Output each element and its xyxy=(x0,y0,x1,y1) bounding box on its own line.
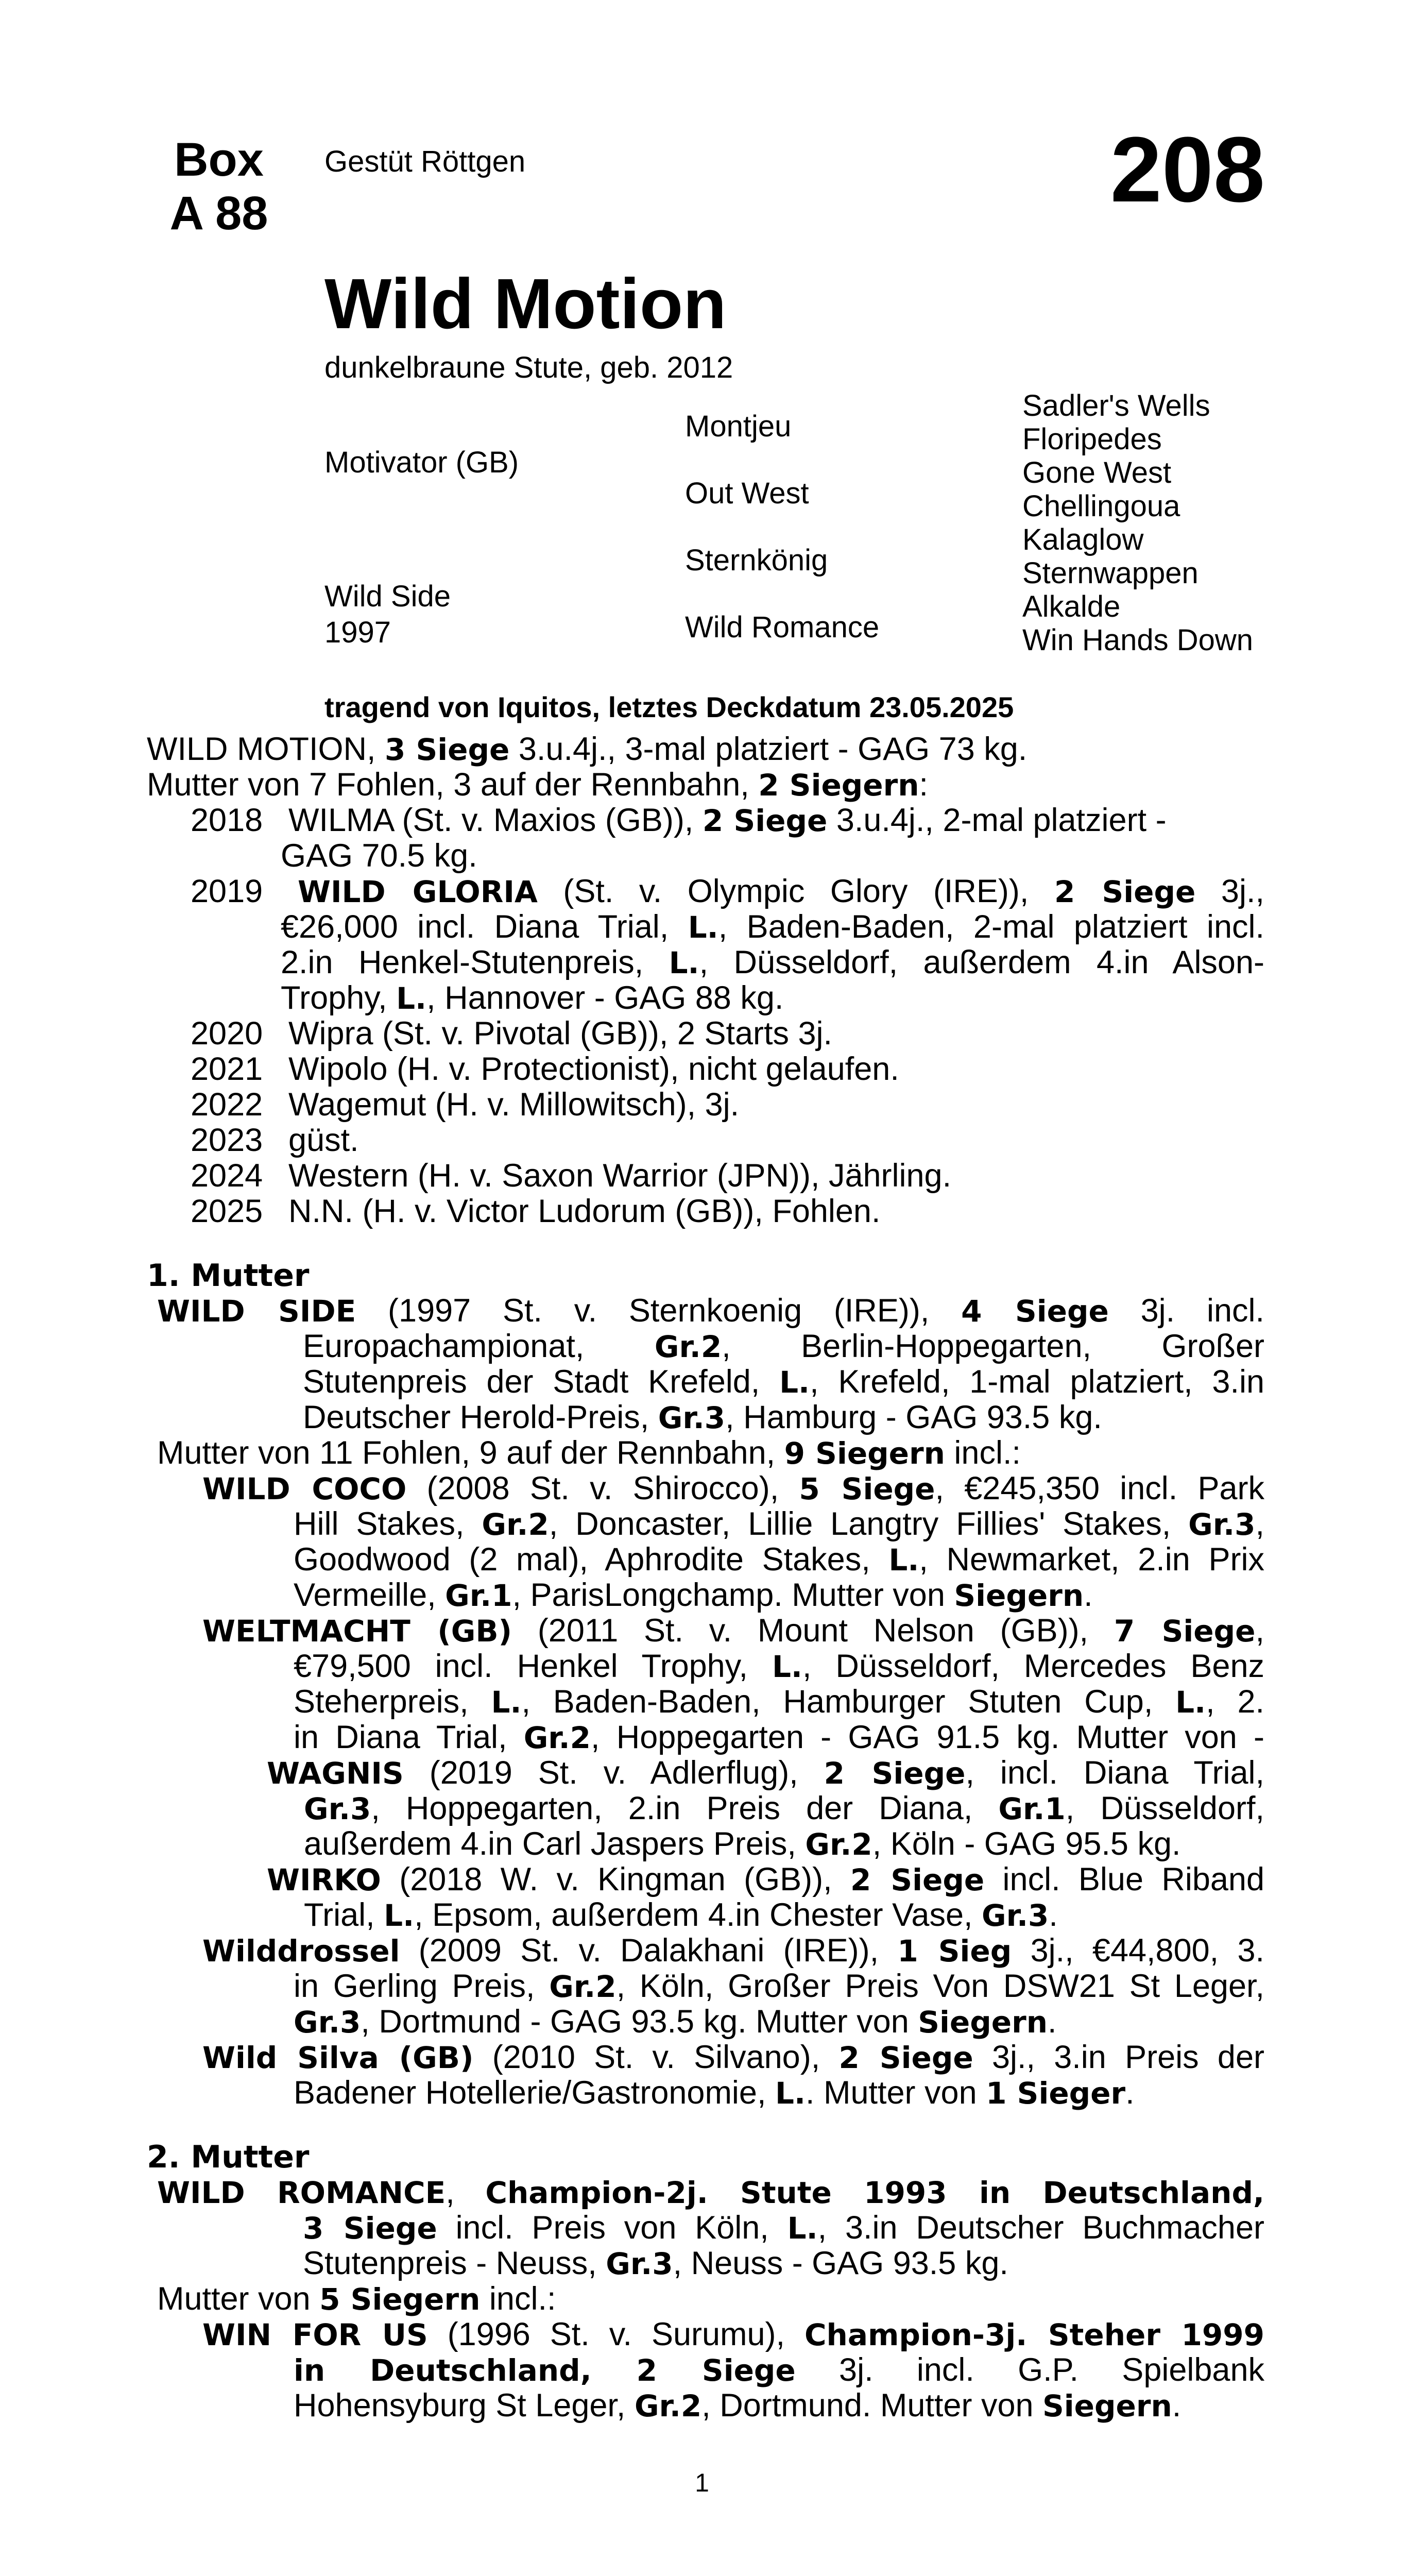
text-line xyxy=(294,1542,1264,1578)
runner-wagnis xyxy=(267,1755,1264,1791)
text-line xyxy=(303,2246,1008,2282)
text-segment: , Köln, Großer Preis Von DSW21 St Leger, xyxy=(616,1968,1264,2004)
text-line xyxy=(294,2004,1057,2040)
section-heading-dam1 xyxy=(147,1258,310,1294)
produce-summary xyxy=(147,767,928,803)
runner-weltmacht xyxy=(202,1613,1264,1649)
runner-wilddrossel xyxy=(202,1933,1264,1969)
produce-year: 2020 xyxy=(191,1015,263,1052)
text-segment: . xyxy=(1172,2387,1182,2424)
text-segment: L. xyxy=(396,981,427,1016)
text-segment: L. xyxy=(787,2211,818,2246)
runner-wirko xyxy=(267,1862,1264,1898)
text-segment: Gr.2 xyxy=(654,1329,722,1364)
text-line xyxy=(281,838,477,874)
text-line xyxy=(304,1826,1181,1862)
text-segment: . xyxy=(1125,2075,1135,2111)
text-segment: WILD COCO xyxy=(202,1471,407,1506)
text-segment: incl.: xyxy=(480,2281,556,2317)
produce-year: 2025 xyxy=(191,1193,263,1229)
text-segment: Siegern xyxy=(918,2005,1048,2040)
text-line xyxy=(294,1720,1264,1756)
text-line xyxy=(294,1684,1264,1720)
text-segment: 3j. incl. G.P. Spielbank xyxy=(795,2352,1264,2388)
produce-2021 xyxy=(288,1052,899,1087)
text-segment: Champion-2j. Stute 1993 in Deutschland, xyxy=(485,2175,1264,2210)
text-segment: Trial, xyxy=(304,1897,384,1933)
text-segment: (2009 St. v. Dalakhani (IRE)), xyxy=(400,1933,898,1969)
text-segment: Mutter von 11 Fohlen, 9 auf der Rennbahn, xyxy=(157,1435,784,1471)
text-segment: 5 Siegern xyxy=(319,2282,481,2317)
text-segment: , Dortmund - GAG 93.5 kg. Mutter von xyxy=(361,2004,918,2040)
text-segment: 5 Siege xyxy=(799,1471,935,1506)
text-segment: 3 Siege xyxy=(384,732,510,767)
text-segment: Gr.3 xyxy=(294,2005,361,2040)
text-segment: . xyxy=(1049,1897,1058,1933)
text-segment: (1997 St. v. Sternkoenig (IRE)), xyxy=(356,1293,962,1329)
produce-year: 2018 xyxy=(191,802,263,838)
dam-wild-side xyxy=(157,1293,1264,1329)
text-segment: . xyxy=(1084,1577,1093,1613)
text-segment: Goodwood (2 mal), Aphrodite Stakes, xyxy=(294,1541,889,1578)
text-line xyxy=(281,909,1264,945)
text-line xyxy=(294,2075,1135,2111)
pedigree-dam-year: 1997 xyxy=(324,616,391,649)
text-segment: (2019 St. v. Adlerflug), xyxy=(403,1755,824,1791)
text-segment: L. xyxy=(669,945,699,980)
text-segment: Gr.3 xyxy=(982,1898,1049,1933)
text-line xyxy=(294,1578,1093,1614)
pedigree-ggen-3: Gone West xyxy=(1022,456,1172,489)
text-segment: in Diana Trial, xyxy=(294,1719,524,1755)
text-segment: , 3.in Deutscher Buchmacher xyxy=(817,2210,1264,2246)
text-segment: Europachampionat, xyxy=(303,1328,655,1364)
text-segment: in Gerling Preis, xyxy=(294,1968,550,2004)
text-segment: L. xyxy=(1175,1685,1206,1720)
text-segment: 3j., 3.in Preis der xyxy=(973,2039,1264,2075)
text-segment: Stutenpreis der Stadt Krefeld, xyxy=(303,1364,780,1400)
text-segment: 2 Siege xyxy=(824,1756,966,1791)
text-segment: , Hannover - GAG 88 kg. xyxy=(426,980,784,1016)
runner-win-for-us xyxy=(202,2317,1264,2353)
text-segment: 9 Siegern xyxy=(784,1436,945,1471)
text-segment: Gr.2 xyxy=(482,1507,549,1542)
page-number: 1 xyxy=(695,2468,709,2497)
text-segment: Gr.2 xyxy=(634,2388,702,2424)
text-segment: , 2. xyxy=(1206,1684,1264,1720)
text-segment: (1996 St. v. Surumu), xyxy=(427,2316,804,2352)
produce-2019 xyxy=(298,874,1264,910)
text-segment: Stutenpreis - Neuss, xyxy=(303,2245,606,2281)
text-segment: , Düsseldorf, xyxy=(1065,1790,1264,1826)
text-line xyxy=(294,1649,1264,1685)
produce-2022 xyxy=(288,1087,739,1123)
text-segment: Mutter von 7 Fohlen, 3 auf der Rennbahn, xyxy=(147,767,759,803)
text-segment: außerdem 4.in Carl Jaspers Preis, xyxy=(304,1826,806,1862)
text-line xyxy=(303,1329,1264,1365)
text-segment: GAG 70.5 kg. xyxy=(281,838,477,874)
produce-year: 2024 xyxy=(191,1158,263,1194)
text-line xyxy=(304,1897,1058,1934)
text-segment: WIN FOR US xyxy=(202,2317,428,2352)
text-segment: , Hoppegarten, 2.in Preis der Diana, xyxy=(371,1790,999,1826)
horse-description: dunkelbraune Stute, geb. 2012 xyxy=(324,351,733,384)
produce-2018 xyxy=(288,803,1167,839)
text-segment: L. xyxy=(688,910,718,945)
text-segment: WILD ROMANCE xyxy=(157,2175,446,2210)
text-segment: Steherpreis, xyxy=(294,1684,491,1720)
text-segment: , Berlin-Hoppegarten, Großer xyxy=(722,1328,1264,1364)
text-line xyxy=(294,1506,1264,1543)
text-segment: Gr.3 xyxy=(304,1791,371,1826)
dam-wild-romance xyxy=(157,2175,1264,2211)
pedigree-ggen-8: Win Hands Down xyxy=(1022,623,1254,657)
text-segment: , Düsseldorf, Mercedes Benz xyxy=(802,1648,1264,1684)
text-segment: Gr.3 xyxy=(606,2246,673,2281)
pedigree-dam-sire: Sternkönig xyxy=(685,544,828,577)
text-segment: Siegern xyxy=(954,1578,1084,1613)
produce-year: 2023 xyxy=(191,1122,263,1158)
text-segment: . xyxy=(1048,2004,1057,2040)
text-segment: , Neuss - GAG 93.5 kg. xyxy=(673,2245,1008,2281)
text-segment: L. xyxy=(384,1898,415,1933)
text-segment: Hohensyburg St Leger, xyxy=(294,2387,635,2424)
text-segment: Wild Silva (GB) xyxy=(202,2040,474,2075)
text-segment: 4 Siege xyxy=(961,1294,1109,1329)
text-segment: incl. Blue Riband xyxy=(984,1861,1264,1897)
text-segment: Mutter von xyxy=(157,2281,320,2317)
text-segment: , Baden-Baden, 2-mal platziert incl. xyxy=(718,909,1264,945)
pedigree-ggen-6: Sternwappen xyxy=(1022,556,1198,590)
text-segment: Wilddrossel xyxy=(202,1934,400,1969)
text-line xyxy=(303,2210,1264,2246)
text-segment: Gr.2 xyxy=(805,1827,872,1862)
text-segment: 2 Siege xyxy=(838,2040,973,2075)
text-segment: Siegern xyxy=(1042,2388,1172,2424)
pedigree-dam: Wild Side xyxy=(324,580,451,613)
text-segment: in Deutschland, 2 Siege xyxy=(294,2353,796,2388)
text-segment: Gr.1 xyxy=(998,1791,1066,1826)
produce-2020 xyxy=(288,1016,832,1052)
text-segment: , xyxy=(1255,1506,1264,1542)
text-segment: incl. Preis von Köln, xyxy=(437,2210,787,2246)
text-segment: Western (H. v. Saxon Warrior (JPN)), Jährling. xyxy=(288,1158,952,1194)
text-segment: 1. Mutter xyxy=(147,1258,310,1294)
text-segment: 3j. incl. xyxy=(1108,1293,1264,1329)
text-segment: N.N. (H. v. Victor Ludorum (GB)), Fohlen. xyxy=(288,1193,881,1229)
text-segment: incl.: xyxy=(945,1435,1021,1471)
text-line xyxy=(304,1791,1264,1827)
text-segment: L. xyxy=(491,1685,522,1720)
text-segment: Gr.3 xyxy=(1188,1507,1256,1542)
text-segment: 3.u.4j., 2-mal platziert - xyxy=(827,802,1167,838)
text-line xyxy=(303,1400,1102,1436)
pedigree-ggen-4: Chellingoua xyxy=(1022,489,1180,523)
text-segment: Gr.2 xyxy=(523,1720,591,1755)
text-segment: 2. Mutter xyxy=(147,2139,310,2175)
text-line xyxy=(281,980,783,1016)
text-segment: , Newmarket, 2.in Prix xyxy=(919,1541,1264,1578)
text-segment: (2018 W. v. Kingman (GB)), xyxy=(381,1861,850,1897)
text-segment: , €245,350 incl. Park xyxy=(935,1470,1264,1506)
text-segment: WILD SIDE xyxy=(157,1294,356,1329)
pedigree-sire: Motivator (GB) xyxy=(324,446,519,479)
text-segment: Vermeille, xyxy=(294,1577,446,1613)
produce-2025 xyxy=(288,1194,880,1229)
text-segment: Badener Hotellerie/Gastronomie, xyxy=(294,2075,775,2111)
text-segment: , xyxy=(446,2174,486,2210)
text-segment: , Hoppegarten - GAG 91.5 kg. Mutter von - xyxy=(591,1719,1265,1755)
pedigree-ggen-2: Floripedes xyxy=(1022,422,1162,456)
pedigree-ggen-5: Kalaglow xyxy=(1022,523,1144,556)
text-segment: , incl. Diana Trial, xyxy=(965,1755,1264,1791)
box-number: A 88 xyxy=(169,187,268,240)
box-label xyxy=(152,133,286,240)
text-segment: €26,000 incl. Diana Trial, xyxy=(281,909,688,945)
text-segment: . Mutter von xyxy=(805,2075,986,2111)
text-segment: güst. xyxy=(288,1122,359,1158)
produce-2023 xyxy=(288,1123,359,1158)
text-segment: , Epsom, außerdem 4.in Chester Vase, xyxy=(414,1897,982,1933)
text-segment: L. xyxy=(779,1365,810,1400)
text-segment: , xyxy=(1255,1613,1264,1649)
produce-year: 2021 xyxy=(191,1051,263,1087)
section-heading-dam2 xyxy=(147,2139,310,2175)
produce-year: 2022 xyxy=(191,1087,263,1123)
produce-2024 xyxy=(288,1158,951,1194)
text-segment: Gr.3 xyxy=(658,1400,726,1435)
text-segment: Wagemut (H. v. Millowitsch), 3j. xyxy=(288,1087,740,1123)
text-segment: 1 Sieger xyxy=(986,2076,1126,2111)
text-segment: , Doncaster, Lillie Langtry Fillies' Stakes, xyxy=(549,1506,1189,1542)
runner-wild-silva xyxy=(202,2040,1264,2076)
text-segment: 2 Siege xyxy=(702,803,828,838)
text-line xyxy=(294,2352,1264,2388)
text-segment: , Hamburg - GAG 93.5 kg. xyxy=(725,1399,1102,1435)
produce-year: 2019 xyxy=(191,873,263,909)
text-line xyxy=(294,2388,1181,2424)
text-segment: Trophy, xyxy=(281,980,397,1016)
text-segment: Hill Stakes, xyxy=(294,1506,482,1542)
text-segment: Deutscher Herold-Preis, xyxy=(303,1399,658,1435)
text-segment: (2011 St. v. Mount Nelson (GB)), xyxy=(512,1613,1114,1649)
text-segment: 3j., xyxy=(1195,873,1264,909)
covering-note: tragend von Iquitos, letztes Deckdatum 23.05.2025 xyxy=(324,691,1014,723)
box-word: Box xyxy=(174,133,264,186)
text-segment: 2 Siege xyxy=(850,1862,985,1897)
text-segment: (St. v. Olympic Glory (IRE)), xyxy=(537,873,1054,909)
text-segment: 7 Siege xyxy=(1114,1614,1256,1649)
text-segment: WILMA (St. v. Maxios (GB)), xyxy=(288,802,703,838)
text-segment: WAGNIS xyxy=(267,1756,404,1791)
pedigree-ggen-1: Sadler's Wells xyxy=(1022,389,1210,422)
pedigree-sire-sire: Montjeu xyxy=(685,410,792,443)
text-segment: 2 Siege xyxy=(1054,874,1196,909)
text-segment: (2008 St. v. Shirocco), xyxy=(406,1470,799,1506)
pedigree-dam-dam: Wild Romance xyxy=(685,611,880,644)
text-segment: 2.in Henkel-Stutenpreis, xyxy=(281,944,669,980)
horse-name: Wild Motion xyxy=(324,264,727,344)
text-line xyxy=(303,1364,1264,1400)
text-segment: 1 Sieg xyxy=(897,1934,1012,1969)
text-segment: , Dortmund. Mutter von xyxy=(701,2387,1043,2424)
text-segment: , Düsseldorf, außerdem 4.in Alson- xyxy=(699,944,1264,980)
text-segment: , Köln - GAG 95.5 kg. xyxy=(872,1826,1181,1862)
dam1-produce-summary xyxy=(157,1435,1021,1471)
text-segment: Gr.2 xyxy=(549,1969,617,2004)
text-segment: L. xyxy=(772,1649,802,1684)
text-segment: Gr.1 xyxy=(445,1578,512,1613)
text-segment: 2 Siegern xyxy=(758,768,919,803)
text-segment: L. xyxy=(888,1543,919,1578)
text-segment: WELTMACHT (GB) xyxy=(202,1614,512,1649)
text-segment: , ParisLongchamp. Mutter von xyxy=(512,1577,954,1613)
text-segment: Champion-3j. Steher 1999 xyxy=(804,2317,1264,2352)
text-segment: WILD MOTION, xyxy=(147,731,385,767)
lot-number: 208 xyxy=(1110,118,1265,222)
text-segment: L. xyxy=(775,2076,806,2111)
text-line xyxy=(294,1969,1264,2005)
seller-name: Gestüt Röttgen xyxy=(324,145,526,178)
text-segment: €79,500 incl. Henkel Trophy, xyxy=(294,1648,772,1684)
text-segment: , Baden-Baden, Hamburger Stuten Cup, xyxy=(521,1684,1176,1720)
text-segment: 3.u.4j., 3-mal platziert - GAG 73 kg. xyxy=(509,731,1028,767)
runner-wild-coco xyxy=(202,1471,1264,1507)
race-record xyxy=(147,732,1027,768)
text-segment: 3j., €44,800, 3. xyxy=(1012,1933,1264,1969)
text-segment: WILD GLORIA xyxy=(298,874,538,909)
text-segment: Wipra (St. v. Pivotal (GB)), 2 Starts 3j. xyxy=(288,1015,833,1052)
pedigree-sire-dam: Out West xyxy=(685,477,809,510)
text-segment: 3 Siege xyxy=(303,2211,437,2246)
text-segment: WIRKO xyxy=(267,1862,381,1897)
text-segment: , Krefeld, 1-mal platziert, 3.in xyxy=(810,1364,1264,1400)
dam2-produce-summary xyxy=(157,2281,556,2317)
text-segment: : xyxy=(919,767,929,803)
pedigree-ggen-7: Alkalde xyxy=(1022,590,1121,623)
text-segment: Wipolo (H. v. Protectionist), nicht gelaufen. xyxy=(288,1051,899,1087)
text-line xyxy=(281,945,1264,981)
text-segment: (2010 St. v. Silvano), xyxy=(473,2039,839,2075)
